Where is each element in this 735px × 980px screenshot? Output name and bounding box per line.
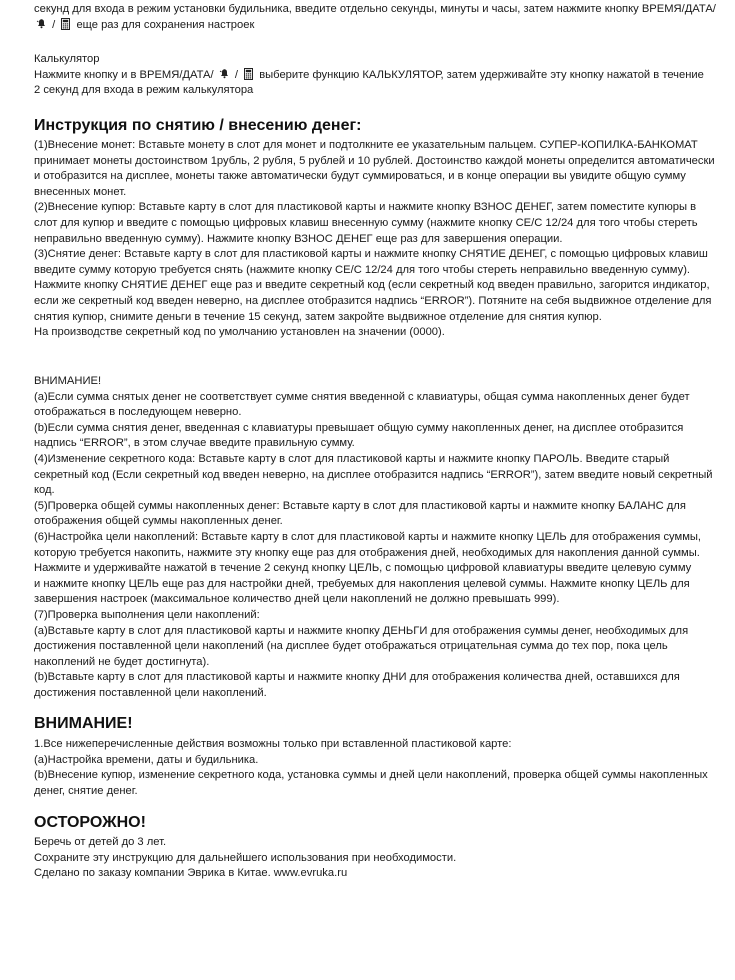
calculator-icon [61,18,70,30]
money-line: (1)Внесение монет: Вставьте монету в слот для монет и подтолкните ее указательным пальцем. СУПЕР-КОПИЛКА-БАНКОМАТ [34,139,698,151]
alarm-line-2-text: еще раз для сохранения настроек [76,18,255,31]
attention-line: (b)Вставьте карту в слот для пластиковой карты и нажмите кнопку ДНИ для отображения количества дней, оставшихся для [34,671,680,684]
money-line: (3)Снятие денег: Вставьте карту в слот для пластиковой карты и нажмите кнопку СНЯТИЕ ДЕНЕГ, с помощью цифровых клавиш [34,248,708,261]
attention-line: (a)Если сумма снятых денег не соответствует сумме снятия введенной с клавиатуры, общая сумма накопленных денег будет [34,390,690,403]
money-line: (2)Внесение купюр: Вставьте карту в слот для пластиковой карты и нажмите кнопку ВЗНОС ДЕНЕГ, затем поместите купюры в [34,201,697,214]
calculator-line-1b: выберите функцию КАЛЬКУЛЯТОР, затем удерживайте эту кнопку нажатой в течение [259,68,704,81]
attention-card-section [34,737,708,799]
attention-card-line: (b)Внесение купюр, изменение секретного кода, установка суммы и дней цели накоплений, проверка общей суммы накопленных [34,769,708,782]
attention-line: которую требуется накопить, нажмите эту кнопку еще раз для отображения дней, необходимых для накопления данной суммы. [34,546,700,559]
money-line: слот для купюр и введите с помощью цифровых клавиш внесенную сумму (нажмите кнопку CE/C 12/24 для того чтобы стереть [34,216,698,229]
caution-line: Беречь от детей до 3 лет. [34,836,167,848]
attention-line: код. [34,484,55,497]
alarm-separator: / [52,18,56,31]
money-line: внесенных монет. [34,185,127,198]
attention-heading: ВНИМАНИЕ! [34,715,133,732]
attention-line: надпись “ERROR”, в этом случае введите правильную сумму. [34,437,355,450]
money-line: снятия купюр, снимите деньги в течение 15 секунд, затем закройте выдвижное отделение для снятия купюр. [34,310,602,323]
attention-line: (5)Проверка общей суммы накопленных денег: Вставьте карту в слот для пластиковой карты и нажмите кнопку БАЛАНС для [34,499,686,512]
calculator-title: Калькулятор [34,53,100,65]
attention-line: секретный код (Если секретный код введен неверно, на дисплее отобразится надпись “ERROR”), затем введите новый секретный [34,468,713,481]
caution-line: Сохраните эту инструкцию для дальнейшего использования при необходимости. [34,851,457,864]
money-line: принимает монеты достоинством 1рубль, 2 рубля, 5 рублей и 10 рублей. Достоинство каждой монеты определится автоматически [34,154,715,167]
money-line: неправильно введенную сумму). Нажмите кнопку ВЗНОС ДЕНЕГ еще раз для завершения операции. [34,232,563,245]
caution-section [34,835,700,882]
attention-line: накоплений не будет достигнута). [34,655,210,668]
money-line: введите сумму которую требуется снять (нажмите кнопку CE/C 12/24 для того чтобы стереть неправильно введенную сумму). [34,263,691,276]
money-line: и отобразится на дисплее, монеты также автоматически будут суммироваться, и в конце операции вы увидите общую сумму [34,170,686,183]
money-line: Нажмите кнопку СНЯТИЕ ДЕНЕГ еще раз и введите секретный код (если секретный код введен правильно, загорится индикатор, [34,279,710,292]
attention-line: отображения общей суммы накопленных денег. [34,515,283,528]
attention-line: и нажмите кнопку ЦЕЛЬ еще раз для настройки дней, требуемых для накопления целевой суммы. Нажмите кнопку ЦЕЛЬ для [34,577,690,590]
calculator-line-2: 2 секунд для входа в режим калькулятора [34,84,254,97]
attention-line: Нажмите и удерживайте нажатой в течение 2 секунд кнопку ЦЕЛЬ, с помощью цифровой клавиатуры введите целевую сумму [34,562,692,575]
caution-line: Сделано по заказу компании Эврика в Китае. www.evruka.ru [34,867,348,880]
alarm-setting-text [34,2,716,33]
bell-icon [219,68,230,79]
calculator-separator: / [234,68,238,81]
attention-line: отображаться в последующем неверно. [34,406,242,419]
calculator-line-1 [34,68,704,84]
attention-line: достижения поставленной цели накоплений (на дисплее будет отображаться отрицательная сумма до тех пор, пока цель [34,640,668,653]
calculator-line-1a: Нажмите кнопку и в ВРЕМЯ/ДАТА/ [34,68,214,81]
attention-line: (b)Если сумма снятия денег, введенная с клавиатуры превышает общую сумму накопленных денег, на дисплее отобразится [34,421,684,434]
attention-line: (6)Настройка цели накоплений: Вставьте карту в слот для пластиковой карты и нажмите кнопку ЦЕЛЬ для отображения суммы, [34,530,702,543]
alarm-line-2 [34,18,700,34]
attention-section [34,374,713,701]
attention-card-line: денег, снятие денег. [34,784,138,797]
attention-card-line: 1.Все нижеперечисленные действия возможны только при вставленной пластиковой карте: [34,738,512,750]
attention-line: ВНИМАНИЕ! [34,375,102,387]
money-line: На производстве секретный код по умолчанию установлен на значении (0000). [34,326,445,339]
caution-heading: ОСТОРОЖНО! [34,814,146,831]
calculator-section [34,52,704,99]
money-heading: Инструкция по снятию / внесению денег: [34,117,362,134]
alarm-line-1: секунд для входа в режим установки будильника, введите отдельно секунды, минуты и часы, затем нажмите кнопку ВРЕМЯ/ДАТА/ [34,3,716,15]
attention-line: (a)Вставьте карту в слот для пластиковой карты и нажмите кнопку ДЕНЬГИ для отображения суммы денег, необходимых для [34,624,689,637]
attention-line: завершения настроек (максимальное количество дней цели накоплений не должно превышать 999). [34,593,560,606]
calculator-icon [244,68,253,80]
money-line: если же секретный код введен неверно, на дисплее отобразится надпись “ERROR”). Потяните на себя выдвижное отделение для [34,294,712,307]
attention-line: (7)Проверка выполнения цели накоплений: [34,608,260,621]
attention-line: (4)Изменение секретного кода: Вставьте карту в слот для пластиковой карты и нажмите кнопку ПАРОЛЬ. Введите старый [34,452,670,465]
attention-line: достижения поставленной цели накоплений. [34,686,267,699]
money-section [34,138,715,341]
bell-icon [36,18,47,29]
attention-card-line: (a)Настройка времени, даты и будильника. [34,753,259,766]
